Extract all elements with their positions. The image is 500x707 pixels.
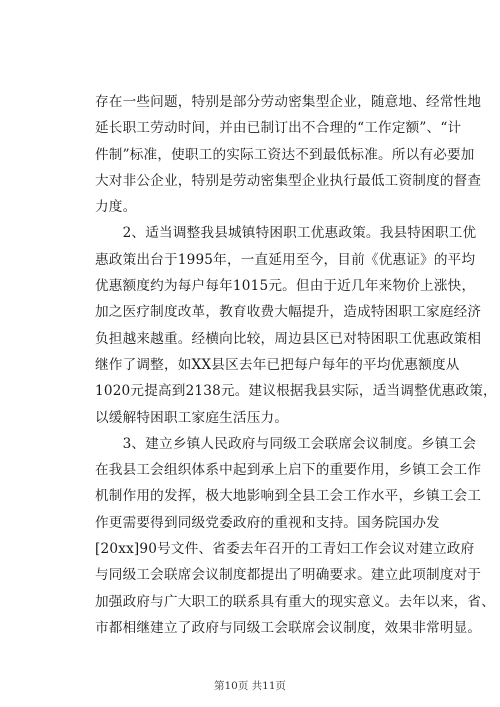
text-line: 机制作用的发挥，极大地影响到全县工会工作水平，乡镇工会工: [95, 488, 482, 505]
text-line: 1020元提高到2138元。建议根据我县实际，适当调整优惠政策，: [95, 383, 497, 400]
text-line: 继作了调整，如XX县区去年已把每户每年的平均优惠额度从: [95, 356, 460, 373]
text-line: 加之医疗制度改革，教育收费大幅提升，造成特困职工家庭经济: [95, 304, 482, 321]
text-line: 3、建立乡镇人民政府与同级工会联席会议制度。乡镇工会: [95, 435, 477, 452]
text-line: 大对非公企业，特别是劳动密集型企业执行最低工资制度的督查: [95, 172, 482, 189]
text-line: 作更需要得到同级党委政府的重视和支持。国务院国办发: [95, 514, 440, 531]
text-line: 存在一些问题，特别是部分劳动密集型企业，随意地、经常性地: [95, 94, 482, 110]
text-line: 惠政策出台于1995年，一直延用至今，目前《优惠证》的平均: [95, 251, 476, 268]
text-line: 件制”标准，使职工的实际工资达不到最低标准。所以有必要加: [95, 146, 475, 163]
body-text: [95, 89, 497, 641]
text-line: [20xx]90号文件、省委去年召开的工青妇工作会议对建立政府: [95, 541, 475, 558]
text-line: 以缓解特困职工家庭生活压力。: [95, 409, 289, 426]
text-line: 2、适当调整我县城镇特困职工优惠政策。我县特困职工优: [95, 225, 477, 242]
text-line: 负担越来越重。经横向比较，周边县区已对特困职工优惠政策相: [95, 330, 482, 347]
text-line: 与同级工会联席会议制度都提出了明确要求。建立此项制度对于: [95, 567, 482, 584]
text-line: 在我县工会组织体系中起到承上启下的重要作用，乡镇工会工作: [95, 462, 482, 479]
text-line: 延长职工劳动时间，并由已制订出不合理的“工作定额”、“计: [95, 120, 462, 137]
text-line: 加强政府与广大职工的联系具有重大的现实意义。去年以来，省、: [95, 593, 496, 610]
page-number-footer: 第10页 共11页: [213, 680, 287, 692]
text-line: 优惠额度约为每户每年1015元。但由于近几年来物价上涨快，: [95, 278, 476, 295]
text-line: 力度。: [95, 199, 137, 216]
text-line: 市都相继建立了政府与同级工会联席会议制度，效果非常明显。: [95, 619, 482, 636]
